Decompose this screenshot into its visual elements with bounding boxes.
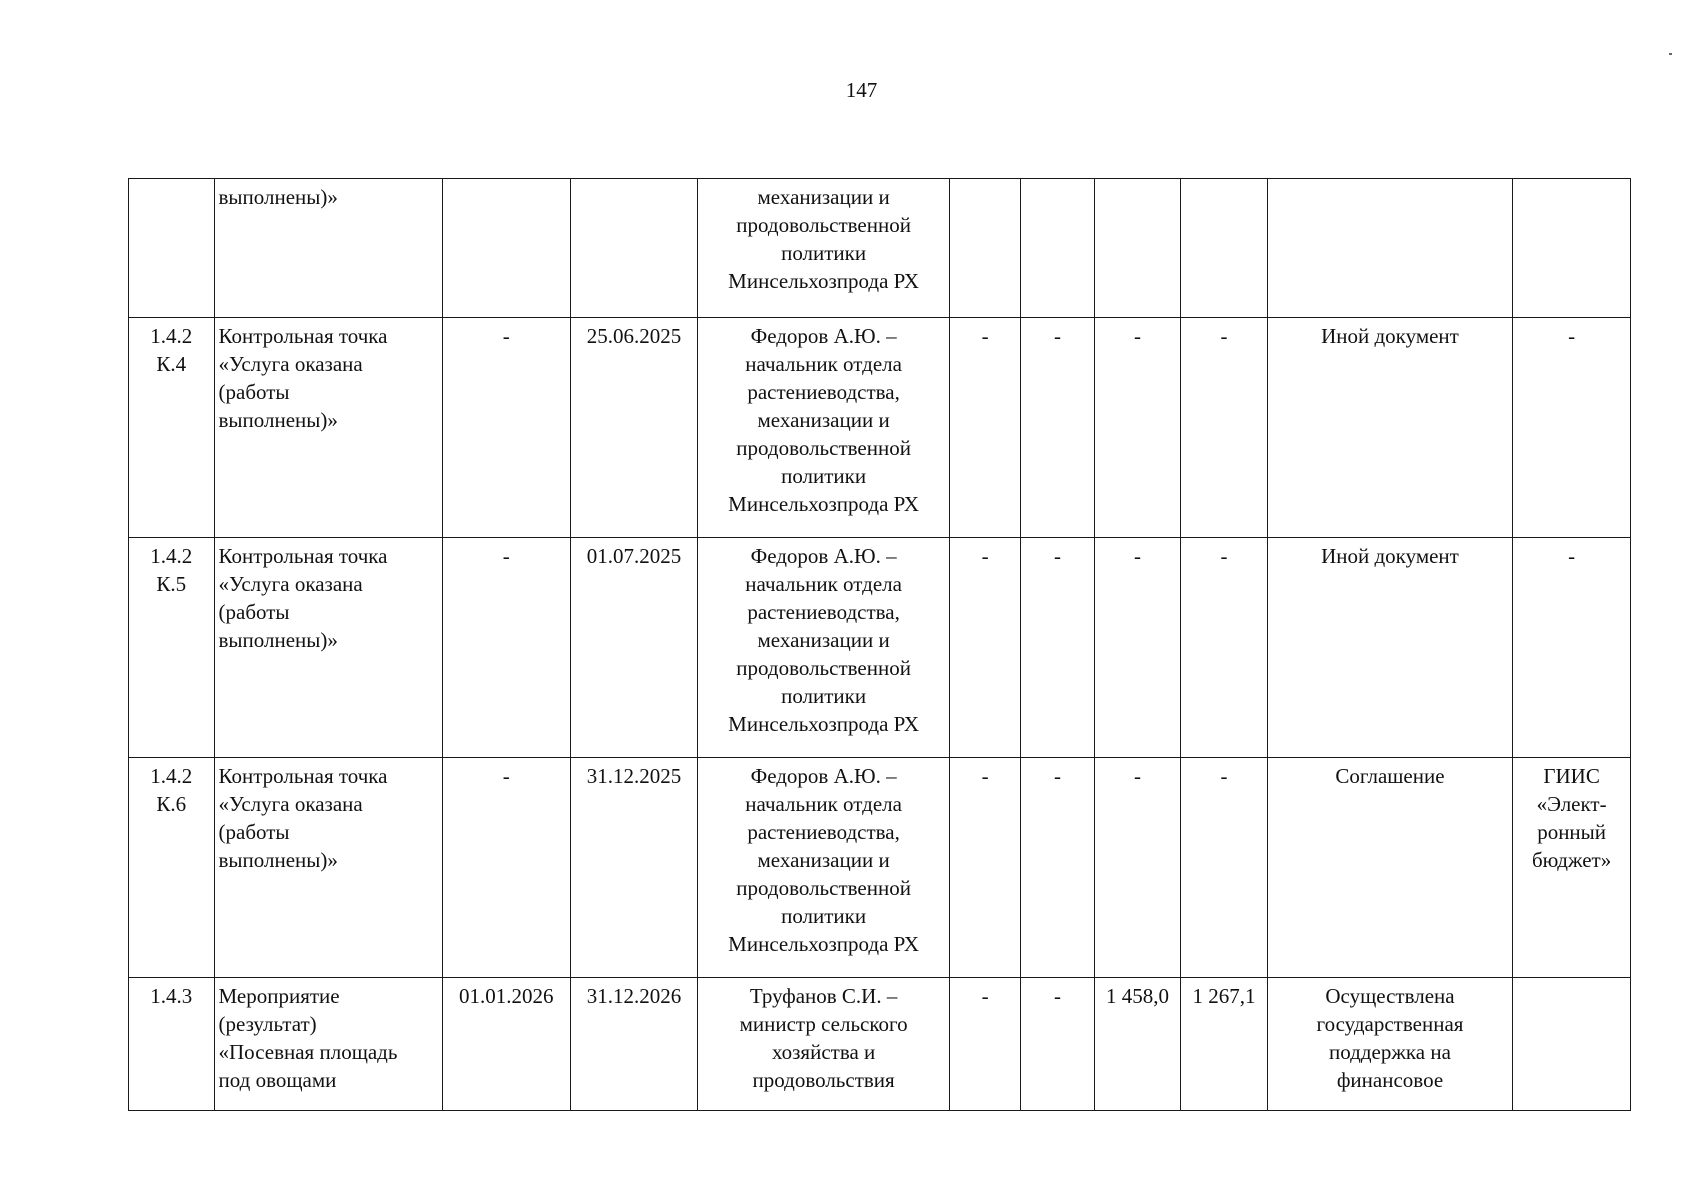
cell-text: -	[981, 984, 989, 1008]
cell-line: финансовое	[1336, 1068, 1444, 1092]
cell-number	[129, 758, 215, 978]
cell-responsible	[698, 179, 950, 318]
cell-line: К.4	[156, 352, 187, 376]
cell-line: (работы	[218, 600, 290, 624]
cell-value-2	[1021, 758, 1094, 978]
cell-line: начальник отдела	[745, 352, 902, 376]
cell-value-2	[1021, 179, 1094, 318]
cell-end-date	[570, 538, 698, 758]
cell-information-system	[1513, 758, 1631, 978]
cell-document-type	[1267, 978, 1512, 1111]
table-row	[129, 538, 1631, 758]
cell-text: 01.01.2026	[458, 984, 554, 1008]
table-row	[129, 978, 1631, 1111]
cell-line: (работы	[218, 820, 290, 844]
cell-line: министр сельского	[739, 1012, 908, 1036]
cell-line: К.6	[156, 792, 187, 816]
cell-value-1	[949, 179, 1020, 318]
cell-line: начальник отдела	[745, 572, 902, 596]
cell-text: 31.12.2025	[586, 764, 682, 788]
cell-line: растениеводства,	[747, 600, 900, 624]
cell-text: -	[502, 324, 510, 348]
cell-line: продовольствия	[752, 1068, 895, 1092]
cell-value-4	[1181, 179, 1268, 318]
cell-text: -	[1054, 764, 1061, 788]
cell-line: выполнены)»	[218, 408, 338, 432]
cell-line: Иной документ	[1321, 324, 1459, 348]
cell-text: 1 458,0	[1105, 984, 1169, 1008]
cell-line: политики	[781, 684, 867, 708]
cell-line: Мероприятие	[218, 984, 340, 1008]
cell-document-type	[1267, 758, 1512, 978]
cell-value-3	[1094, 758, 1181, 978]
cell-line: поддержка на	[1329, 1040, 1451, 1064]
cell-line: продовольственной	[736, 656, 911, 680]
cell-line: ГИИС	[1543, 764, 1600, 788]
cell-line: бюджет»	[1531, 848, 1612, 872]
cell-line: выполнены)»	[218, 185, 338, 209]
cell-number	[129, 978, 215, 1111]
cell-line: растениеводства,	[747, 820, 900, 844]
cell-line: «Услуга оказана	[218, 572, 363, 596]
cell-information-system	[1513, 318, 1631, 538]
cell-value-1	[949, 758, 1020, 978]
cell-text: -	[981, 324, 989, 348]
cell-line: -	[1568, 324, 1576, 348]
cell-line: политики	[781, 904, 867, 928]
cell-line: хозяйства и	[771, 1040, 876, 1064]
cell-value-3	[1094, 318, 1181, 538]
cell-line: механизации и	[757, 628, 890, 652]
cell-text: -	[1220, 544, 1228, 568]
cell-line: Минсельхозпрода РХ	[728, 269, 920, 293]
cell-text: -	[1054, 324, 1061, 348]
measures-table	[128, 178, 1631, 1111]
cell-value-3	[1094, 538, 1181, 758]
cell-line: 1.4.3	[150, 984, 193, 1008]
cell-text: -	[502, 544, 510, 568]
cell-start-date	[442, 978, 570, 1111]
cell-information-system	[1513, 179, 1631, 318]
cell-value-4	[1181, 978, 1268, 1111]
cell-title	[214, 179, 442, 318]
cell-line: продовольственной	[736, 213, 911, 237]
cell-line: Иной документ	[1321, 544, 1459, 568]
cell-end-date	[570, 318, 698, 538]
cell-line: под овощами	[218, 1068, 337, 1092]
cell-text: -	[502, 764, 510, 788]
cell-end-date	[570, 179, 698, 318]
cell-line: механизации и	[757, 185, 890, 209]
table-row	[129, 758, 1631, 978]
cell-value-2	[1021, 318, 1094, 538]
cell-line: (работы	[218, 380, 290, 404]
cell-responsible	[698, 538, 950, 758]
cell-document-type	[1267, 318, 1512, 538]
cell-line: политики	[781, 464, 867, 488]
cell-end-date	[570, 978, 698, 1111]
cell-value-1	[949, 538, 1020, 758]
cell-start-date	[442, 318, 570, 538]
cell-value-1	[949, 978, 1020, 1111]
cell-title	[214, 758, 442, 978]
cell-text: 1 267,1	[1192, 984, 1256, 1008]
cell-line: 1.4.2	[150, 544, 193, 568]
cell-line: начальник отдела	[745, 792, 902, 816]
cell-text: -	[1133, 544, 1141, 568]
cell-line: выполнены)»	[218, 628, 338, 652]
cell-line: Минсельхозпрода РХ	[728, 492, 920, 516]
cell-number	[129, 538, 215, 758]
cell-text: 25.06.2025	[586, 324, 682, 348]
cell-value-4	[1181, 538, 1268, 758]
cell-value-2	[1021, 538, 1094, 758]
page-number: 147	[845, 78, 878, 102]
cell-text: 31.12.2026	[586, 984, 682, 1008]
cell-line: Соглашение	[1335, 764, 1445, 788]
cell-line: Федоров А.Ю. –	[750, 764, 897, 788]
scan-artifact	[1669, 53, 1672, 55]
cell-line: «Услуга оказана	[218, 792, 363, 816]
cell-line: продовольственной	[736, 436, 911, 460]
cell-line: выполнены)»	[218, 848, 338, 872]
cell-text: -	[1133, 764, 1141, 788]
cell-line: Федоров А.Ю. –	[750, 544, 897, 568]
cell-start-date	[442, 179, 570, 318]
cell-line: Труфанов С.И. –	[749, 984, 898, 1008]
cell-value-4	[1181, 318, 1268, 538]
cell-start-date	[442, 758, 570, 978]
cell-responsible	[698, 978, 950, 1111]
cell-line: растениеводства,	[747, 380, 900, 404]
cell-text: -	[981, 544, 989, 568]
cell-responsible	[698, 318, 950, 538]
cell-value-3	[1094, 978, 1181, 1111]
cell-text: -	[1054, 544, 1061, 568]
cell-line: Минсельхозпрода РХ	[728, 712, 920, 736]
cell-responsible	[698, 758, 950, 978]
cell-line: «Услуга оказана	[218, 352, 363, 376]
cell-line: механизации и	[757, 848, 890, 872]
cell-line: Контрольная точка	[218, 764, 388, 788]
cell-line: государственная	[1316, 1012, 1464, 1036]
cell-title	[214, 318, 442, 538]
cell-text: -	[981, 764, 989, 788]
cell-line: Контрольная точка	[218, 544, 388, 568]
cell-title	[214, 978, 442, 1111]
cell-value-3	[1094, 179, 1181, 318]
cell-line: 1.4.2	[150, 324, 193, 348]
cell-document-type	[1267, 179, 1512, 318]
cell-information-system	[1513, 978, 1631, 1111]
cell-title	[214, 538, 442, 758]
table-row	[129, 318, 1631, 538]
cell-start-date	[442, 538, 570, 758]
table-row	[129, 179, 1631, 318]
cell-line: политики	[781, 241, 867, 265]
cell-number	[129, 318, 215, 538]
cell-number	[129, 179, 215, 318]
cell-line: «Посевная площадь	[218, 1040, 398, 1064]
cell-line: Контрольная точка	[218, 324, 388, 348]
cell-text: -	[1220, 324, 1228, 348]
cell-text: 01.07.2025	[586, 544, 682, 568]
cell-line: Федоров А.Ю. –	[750, 324, 897, 348]
cell-line: продовольственной	[736, 876, 911, 900]
cell-value-1	[949, 318, 1020, 538]
cell-text: -	[1054, 984, 1061, 1008]
cell-value-2	[1021, 978, 1094, 1111]
cell-line: механизации и	[757, 408, 890, 432]
cell-text: -	[1133, 324, 1141, 348]
cell-line: Осуществлена	[1325, 984, 1455, 1008]
cell-text: -	[1220, 764, 1228, 788]
cell-line: (результат)	[218, 1012, 317, 1036]
cell-line: -	[1568, 544, 1576, 568]
cell-document-type	[1267, 538, 1512, 758]
cell-value-4	[1181, 758, 1268, 978]
cell-line: Минсельхозпрода РХ	[728, 932, 920, 956]
cell-line: «Элект-	[1536, 792, 1607, 816]
cell-information-system	[1513, 538, 1631, 758]
cell-line: К.5	[156, 572, 187, 596]
cell-line: ронный	[1537, 820, 1607, 844]
cell-end-date	[570, 758, 698, 978]
cell-line: 1.4.2	[150, 764, 193, 788]
